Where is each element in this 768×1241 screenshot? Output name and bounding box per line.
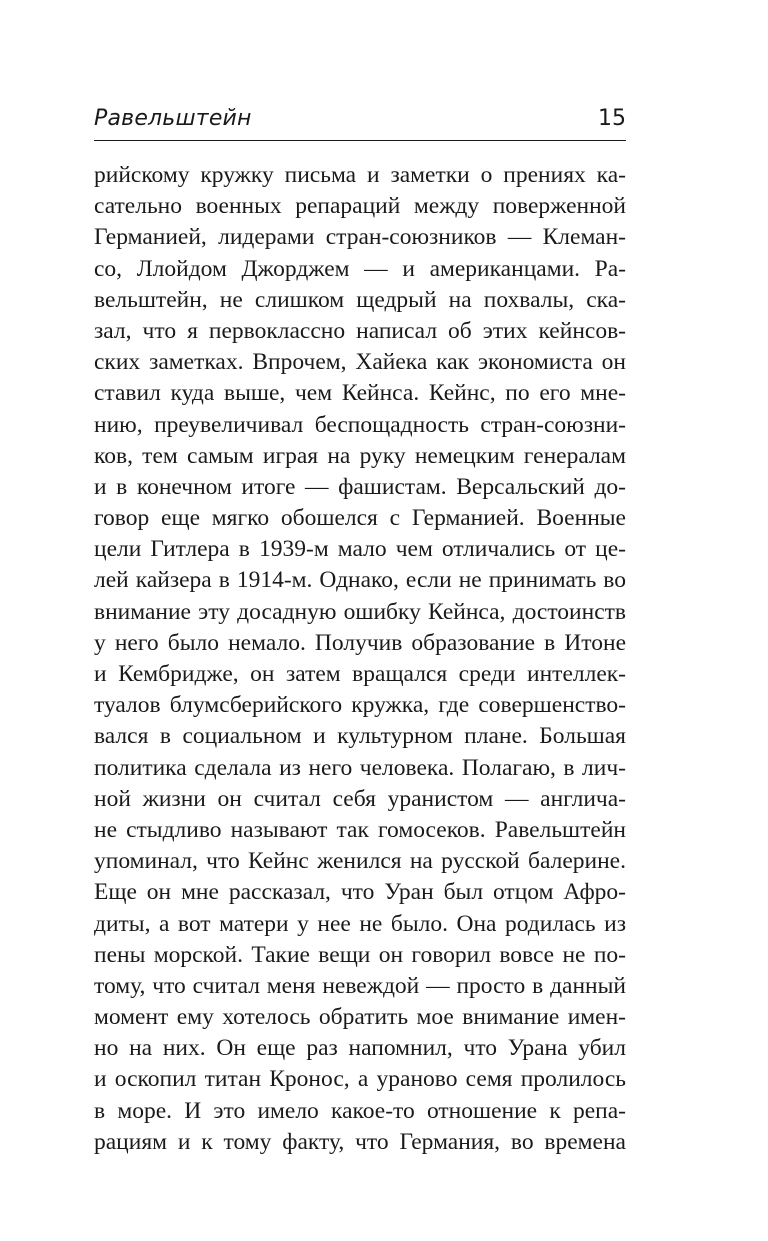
text-line: зал, что я первоклассно написал об этих кейнсов-: [94, 317, 626, 344]
text-line: ной жизни он считал себя уранистом — англича-: [94, 785, 626, 812]
text-line: ставил куда выше, чем Кейнса. Кейнс, по его мне-: [94, 380, 626, 407]
text-line: в море. И это имело какое-то отношение к репа-: [94, 1097, 626, 1124]
text-line: Германией, лидерами стран-союзников — Клеман-: [94, 224, 626, 251]
text-line: у него было немало. Получив образование в Итоне: [94, 629, 626, 656]
text-line: и Кембридже, он затем вращался среди интеллек-: [94, 661, 626, 687]
text-line: упоминал, что Кейнс женился на русской балерине.: [94, 848, 626, 875]
text-line: вельштейн, не слишком щедрый на похвалы, ска-: [94, 286, 626, 313]
text-line: но на них. Он еще раз напомнил, что Урана убил: [94, 1035, 626, 1062]
text-line: ков, тем самым играя на руку немецким генералам: [94, 442, 626, 469]
text-line: Еще он мне рассказал, что Уран был отцом Афро-: [94, 879, 626, 906]
text-line: диты, а вот матери у нее не было. Она родилась из: [94, 910, 626, 937]
text-line: момент ему хотелось обратить мое внимание имен-: [94, 1004, 626, 1031]
text-line: со, Ллойдом Джорджем — и американцами. Ра-: [94, 255, 626, 282]
text-line: нию, преувеличивал беспощадность стран-союзни-: [94, 411, 626, 438]
page-number: 15: [598, 106, 626, 131]
text-line: и оскопил титан Кронос, а ураново семя пролилось: [94, 1066, 626, 1093]
text-line: вался в социальном и культурном плане. Большая: [94, 723, 626, 750]
text-line: не стыдливо называют так гомосеков. Равельштейн: [94, 816, 626, 843]
text-line: рийскому кружку письма и заметки о прениях ка-: [94, 162, 626, 188]
text-line: сательно военных репараций между поверженной: [94, 193, 626, 220]
text-line: пены морской. Такие вещи он говорил вовсе не по-: [94, 941, 626, 968]
text-line: ских заметках. Впрочем, Хайека как экономиста он: [94, 349, 626, 376]
text-line: политика сделала из него человека. Полагаю, в лич-: [94, 754, 626, 781]
running-title: Равельштейн: [94, 106, 252, 131]
text-line: говор еще мягко обошелся с Германией. Военные: [94, 505, 626, 532]
text-line: лей кайзера в 1914-м. Однако, если не принимать во: [94, 567, 626, 594]
text-line: внимание эту досадную ошибку Кейнса, достоинств: [94, 598, 626, 625]
running-head: [94, 104, 626, 141]
text-line: туалов блумсберийского кружка, где совершенство-: [94, 692, 626, 719]
text-line: и в конечном итоге — фашистам. Версальский до-: [94, 473, 626, 500]
text-line: тому, что считал меня невеждой — просто в данный: [94, 972, 626, 999]
body-text: [94, 160, 626, 1158]
text-line: цели Гитлера в 1939-м мало чем отличались от це-: [94, 536, 626, 563]
text-line: рациям и к тому факту, что Германия, во времена: [94, 1128, 626, 1155]
